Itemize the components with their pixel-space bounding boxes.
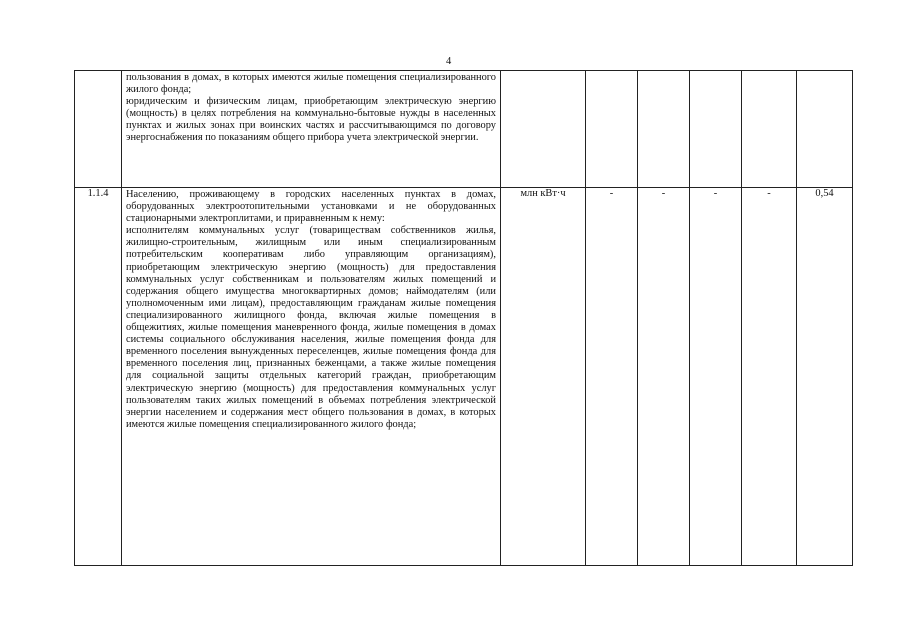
description-paragraph: исполнителям коммунальных услуг (товариществам собственников жилья, жилищно-строительным, жилищным или иным специализированным потребительским кооперативам либо управляющим организациям), приобретающим электрическую энергию (мощность) для предоставления коммунальных услуг собственникам и пользователям жилых помещений и содержания общего имущества многоквартирных домов; наймодателям (или уполномоченным ими лицам), предоставляющим гражданам жилые помещения специализированного жилищного фонда, включая жилые помещения в общежитиях, жилые помещения маневренного фонда, жилые помещения в домах системы социального обслуживания населения, жилые помещения фонда для временного поселения вынужденных переселенцев, жилые помещения фонда для временного поселения лиц, признанных беженцами, а также жилые помещения для социальной защиты отдельных категорий граждан, приобретающим электрическую энергию (мощность) для предоставления коммунальных услуг пользователям таких жилых помещений в объемах потребления электрической энергии населением и содержания мест общего пользования в домах, в которых имеются жилые помещения специализированного жилого фонда; (126, 225, 496, 430)
value-cell: - (586, 188, 638, 566)
value-cell (638, 71, 690, 188)
value-cell (586, 71, 638, 188)
row-number: 1.1.4 (75, 188, 122, 566)
value-cell: - (742, 188, 797, 566)
description-paragraph: Населению, проживающему в городских населенных пунктах в домах, оборудованных электроотопительными установками и не оборудованных стационарными электроплитами, и приравненным к нему: (126, 189, 496, 225)
row-number (75, 71, 122, 188)
unit-cell (501, 71, 586, 188)
page-number: 4 (446, 56, 452, 67)
row-description (122, 188, 501, 566)
description-paragraph: пользования в домах, в которых имеются жилые помещения специализированного жилого фонда; (126, 72, 496, 96)
value-cell: - (690, 188, 742, 566)
tariff-table (74, 70, 853, 566)
value-cell (742, 71, 797, 188)
description-paragraph: юридическим и физическим лицам, приобретающим электрическую энергию (мощность) в целях потребления на коммунально-бытовые нужды в населенных пунктах и жилых зонах при воинских частях и рассчитывающимся по договору энергоснабжения по показаниям общего прибора учета электрической энергии. (126, 96, 496, 144)
row-description (122, 71, 501, 188)
table-row (75, 71, 853, 188)
value-cell (797, 71, 853, 188)
value-cell: - (638, 188, 690, 566)
value-cell: 0,54 (797, 188, 853, 566)
table-row (75, 188, 853, 566)
value-cell (690, 71, 742, 188)
unit-cell: млн кВт·ч (501, 188, 586, 566)
